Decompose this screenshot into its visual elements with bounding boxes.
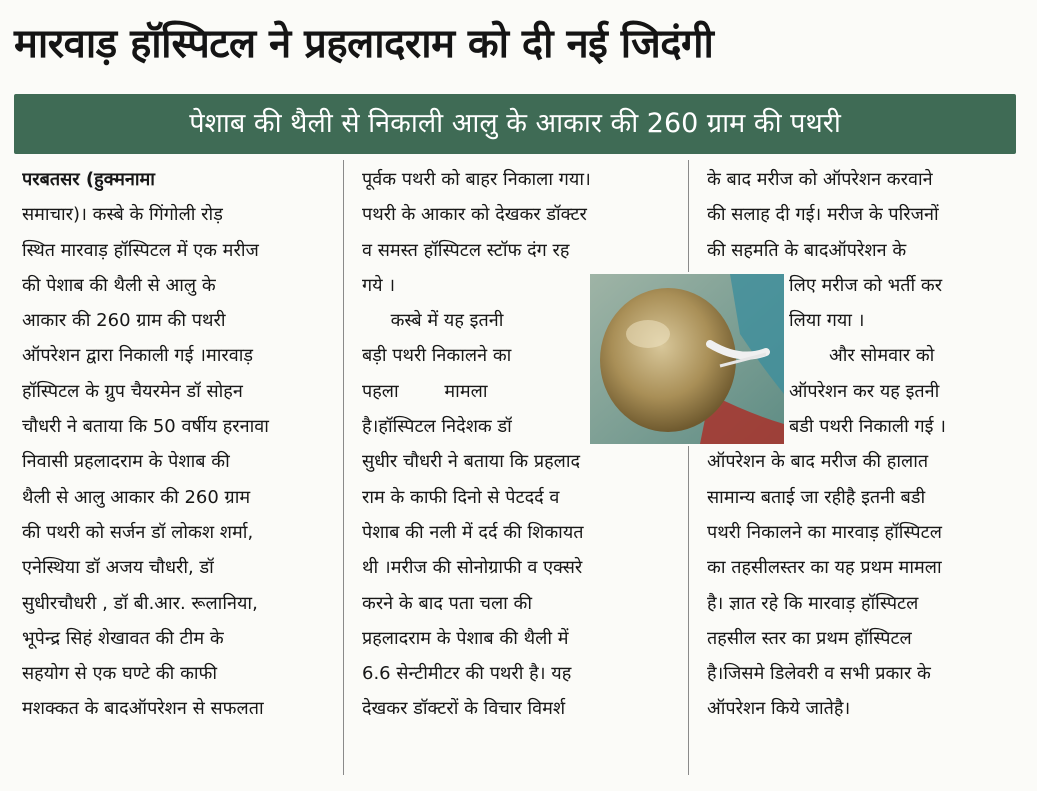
subheadline-band: पेशाब की थैली से निकाली आलु के आकार की 260 ग्राम की पथरी [14,94,1016,154]
column-line: के बाद मरीज को ऑपरेशन करवाने [707,169,933,190]
column-line: है। ज्ञात रहे कि मारवाड़ हॉस्पिटल [707,592,919,614]
column-line: पहला मामला [362,380,488,402]
column-line: ऑपरेशन कर यह इतनी [789,380,940,402]
column-line: ऑपरेशन किये जातेहै। [707,698,851,720]
column-line: की सहमति के बादऑपरेशन के [707,239,907,261]
column-line: प्रहलादराम के पेशाब की थैली में [362,627,569,649]
column-line: पथरी के आकार को देखकर डॉक्टर [362,204,587,226]
column-line: कस्बे में यह इतनी [362,310,504,332]
column-line: समाचार)। कस्बे के गिंगोली रोड़ [22,204,223,226]
dateline: परबतसर (हुक्मनामा [22,169,155,190]
column-line: आकार की 260 ग्राम की पथरी [22,310,226,332]
column-line: थी ।मरीज की सोनोग्राफी व एक्सरे [362,557,583,579]
article-column-1 [22,162,324,727]
headline: मारवाड़ हॉस्पिटल ने प्रहलादराम को दी नई जिदंगी [14,21,714,67]
column-line: गये । [362,274,396,296]
column-line: बड़ी पथरी निकालने का [362,345,512,367]
column-line: करने के बाद पता चला की [362,592,533,614]
column-line: भूपेन्द्र सिहं शेखावत की टीम के [22,627,224,649]
column-line: की पथरी को सर्जन डॉ लोकश शर्मा, [22,521,254,543]
column-line: है।हॉस्पिटल निदेशक डॉ [362,416,512,438]
column-line: देखकर डॉक्टरों के विचार विमर्श [362,698,566,720]
column-line: ऑपरेशन द्वारा निकाली गई ।मारवाड़ [22,345,254,367]
kidney-stone-photo [588,272,786,446]
column-line: मशक्कत के बादऑपरेशन से सफलता [22,698,264,720]
column-line: सुधीर चौधरी ने बताया कि प्रहलाद [362,451,581,473]
column-line: व समस्त हॉस्पिटल स्टॉफ दंग रह [362,239,570,261]
column-line: की पेशाब की थैली से आलु के [22,274,216,296]
column-line: की सलाह दी गई। मरीज के परिजनों [707,204,939,226]
column-line: सहयोग से एक घण्टे की काफी [22,663,218,685]
column-line: पथरी निकालने का मारवाड़ हॉस्पिटल [707,521,942,543]
column-line: 6.6 सेन्टीमीटर की पथरी है। यह [362,663,572,685]
column-line: चौधरी ने बताया कि 50 वर्षीय हरनावा [22,416,269,438]
column-line: लिए मरीज को भर्ती कर [789,274,943,296]
kidney-stone-illustration [590,274,784,444]
column-line: स्थित मारवाड़ हॉस्पिटल में एक मरीज [22,239,259,261]
column-line: राम के काफी दिनो से पेटदर्द व [362,486,560,508]
column-rule-1 [343,160,344,775]
column-line: थैली से आलु आकार की 260 ग्राम [22,486,251,508]
column-line: एनेस्थिया डॉ अजय चौधरी, डॉ [22,557,214,579]
column-line: बडी पथरी निकाली गई । [789,416,947,438]
column-rule-2 [688,160,689,775]
column-line: है।जिसमे डिलेवरी व सभी प्रकार के [707,663,931,685]
column-line: हॉस्पिटल के ग्रुप चैयरमेन डॉ सोहन [22,380,243,402]
column-line: पेशाब की नली में दर्द की शिकायत [362,521,584,543]
column-line: पूर्वक पथरी को बाहर निकाला गया। [362,169,591,190]
column-line: सुधीरचौधरी , डॉ बी.आर. रूलानिया, [22,592,258,614]
column-line: ऑपरेशन के बाद मरीज की हालात [707,451,929,473]
column-line: का तहसीलस्तर का यह प्रथम मामला [707,557,942,579]
column-line: और सोमवार को [829,345,935,367]
column-line: सामान्य बताई जा रहीहै इतनी बडी [707,486,926,508]
column-line: निवासी प्रहलादराम के पेशाब की [22,451,230,473]
column-line: लिया गया । [789,310,865,332]
column-line: तहसील स्तर का प्रथम हॉस्पिटल [707,627,912,649]
